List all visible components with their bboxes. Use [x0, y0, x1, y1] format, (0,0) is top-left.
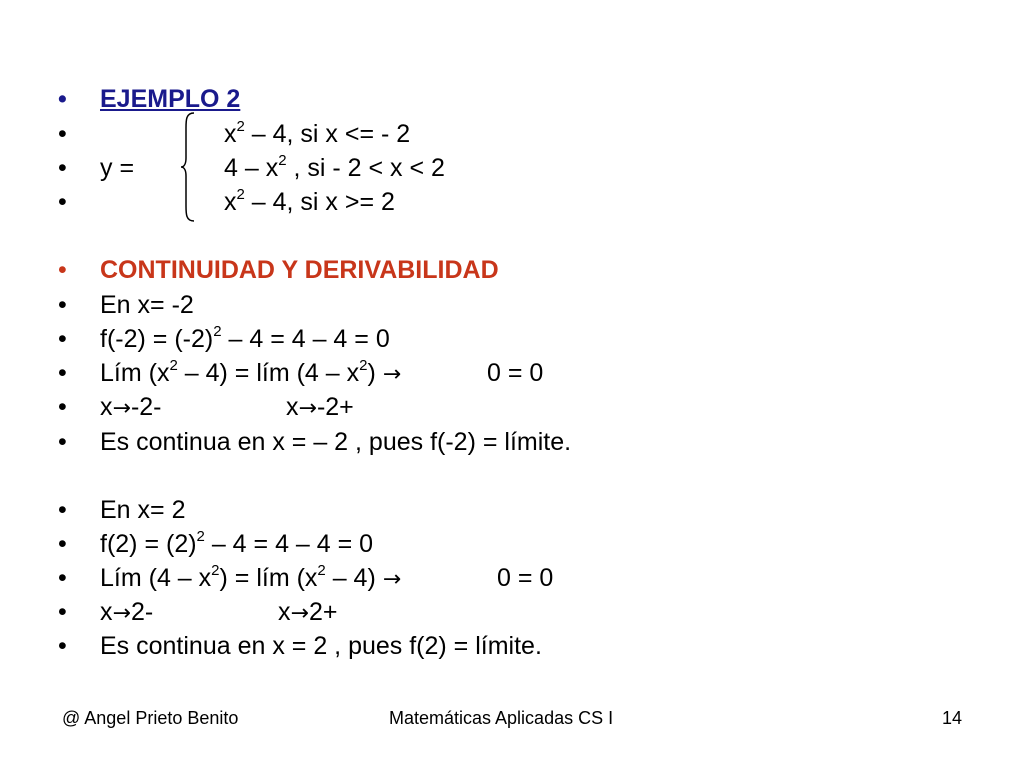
limits-text: Lím $(x^2 - 4)$ = lím $(4 - x^2)$ →: [100, 356, 402, 387]
bullet: •: [58, 120, 67, 148]
arrow-icon: →: [112, 396, 131, 421]
bullet: •: [58, 564, 67, 592]
approach-right: x→2+: [278, 598, 338, 626]
bullet: •: [58, 598, 67, 626]
bullet: •: [58, 154, 67, 182]
slide-title: EJEMPLO 2: [100, 85, 241, 113]
piecewise-case-3: $x^2 - 4$, si x >= 2: [224, 185, 395, 216]
bullet: •: [58, 256, 67, 284]
bullet: •: [58, 496, 67, 524]
bullet: •: [58, 359, 67, 387]
arrow-icon: →: [290, 601, 309, 626]
limit-result: 0 = 0: [487, 359, 544, 387]
bullet: •: [58, 291, 67, 319]
point-label: En x= 2: [100, 496, 186, 524]
arrow-icon: →: [382, 362, 402, 387]
bullet: •: [58, 428, 67, 456]
arrow-icon: →: [382, 567, 402, 592]
footer-page-number: 14: [942, 708, 963, 728]
bullet: •: [58, 530, 67, 558]
point-label: En x= -2: [100, 291, 194, 319]
bullet: •: [58, 325, 67, 353]
bullet: •: [58, 393, 67, 421]
section-title: CONTINUIDAD Y DERIVABILIDAD: [100, 256, 499, 284]
curly-brace: [180, 112, 196, 222]
piecewise-case-2: $4 - x^2$ , si - 2 < x < 2: [224, 151, 445, 182]
approach-left: x→2-: [100, 598, 154, 626]
y-label: y =: [100, 154, 135, 182]
limit-result: 0 = 0: [497, 564, 554, 592]
conclusion-text: Es continua en x = 2 , pues f(2) = límite.: [100, 632, 542, 660]
approach-right: x→-2+: [286, 393, 354, 421]
evaluation-text: $f(2) = (2)^2 - 4 = 4 - 4 = 0$: [100, 527, 374, 558]
arrow-icon: →: [112, 601, 131, 626]
bullet: •: [58, 632, 67, 660]
limits-text: Lím $(4 - x^2)$ = lím $(x^2 - 4)$ →: [100, 561, 402, 592]
evaluation-text: $f(-2) = (-2)^2 - 4 = 4 - 4 = 0$: [100, 322, 390, 353]
conclusion-text: Es continua en x = – 2 , pues f(-2) = límite.: [100, 428, 572, 456]
arrow-icon: →: [298, 396, 317, 421]
bullet: •: [58, 188, 67, 216]
approach-left: x→-2-: [100, 393, 162, 421]
piecewise-case-1: $x^2 - 4$, si x <= - 2: [224, 117, 411, 148]
footer-course: Matemáticas Aplicadas CS I: [389, 708, 614, 728]
bullet: •: [58, 85, 67, 113]
footer-author: @ Angel Prieto Benito: [62, 708, 239, 728]
